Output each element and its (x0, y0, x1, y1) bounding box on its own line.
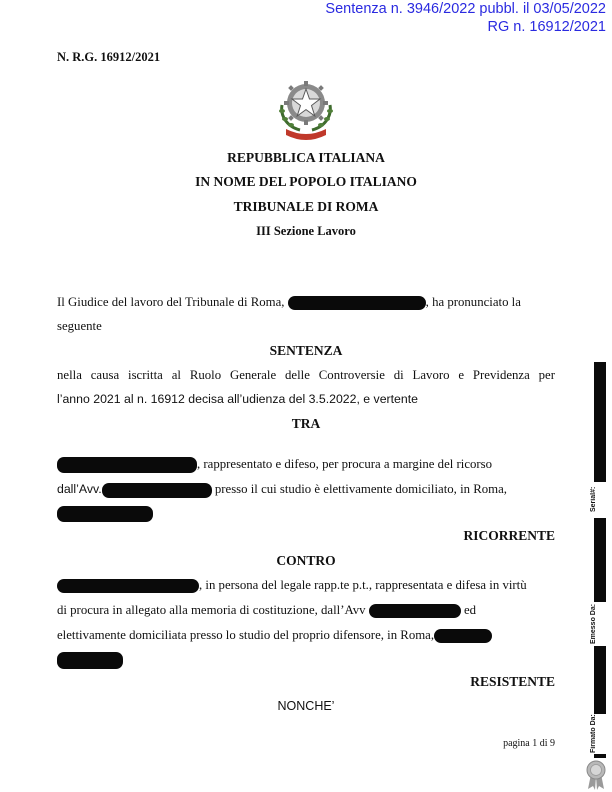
ricorrente-role: RICORRENTE (463, 528, 555, 543)
sentenza-title: SENTENZA (269, 343, 343, 358)
resistente-line-4 (57, 651, 555, 669)
signer-label: Firmato Da: (590, 714, 597, 754)
page-number: pagina 1 di 9 (503, 738, 555, 749)
redaction-mark (434, 629, 492, 643)
nonche-label: NONCHE’ (277, 699, 335, 713)
heading-republic: REPUBBLICA ITALIANA (227, 150, 385, 165)
resistente-text-3: elettivamente domiciliata presso lo studio del proprio difensore, in Roma, (57, 628, 435, 642)
causa-line-1: nella causa iscritta al Ruolo Generale delle Controversie di Lavoro e Previdenza per (57, 368, 555, 382)
ricorrente-line-3 (57, 505, 555, 522)
issuer-label: Emesso Da: (590, 603, 597, 645)
redaction-mark (57, 457, 197, 473)
signature-strip-segment (594, 518, 606, 602)
redaction-mark (369, 604, 461, 618)
heading-people: IN NOME DEL POPOLO ITALIANO (195, 174, 417, 189)
digital-signature-seal-icon (584, 760, 608, 790)
intro-line (57, 294, 555, 310)
redaction-mark (288, 296, 426, 310)
heading-tribunal: TRIBUNALE DI ROMA (233, 199, 379, 214)
ricorrente-lawyer-prefix: dall’Avv. (57, 482, 102, 496)
redaction-mark (57, 506, 153, 522)
ricorrente-text-1: , rappresentato e difeso, per procura a margine del ricorso (197, 457, 493, 471)
italian-republic-emblem-icon (276, 75, 336, 141)
signature-strip-segment (594, 646, 606, 714)
ricorrente-line-2 (57, 481, 555, 498)
tra-title: TRA (291, 416, 321, 431)
redaction-mark (102, 483, 212, 498)
resistente-text-2: di procura in allegato alla memoria di costituzione, dall’Avv (57, 603, 366, 617)
resistente-line-2 (57, 602, 555, 618)
redaction-mark (57, 579, 199, 593)
resistente-line-3 (57, 627, 555, 643)
registry-number-stamp-line: RG n. 16912/2021 (487, 19, 606, 35)
case-number: N. R.G. 16912/2021 (57, 50, 161, 64)
resistente-text-1: , in persona del legale rapp.te p.t., rappresentata e difesa in virtù (199, 578, 527, 592)
causa-line-2: l’anno 2021 al n. 16912 decisa all’udienza del 3.5.2022, e vertente (57, 392, 418, 406)
heading-section: III Sezione Lavoro (256, 224, 356, 238)
signature-strip-segment (594, 754, 606, 758)
serial-label: Serial#: (590, 486, 597, 512)
resistente-line-1 (57, 577, 555, 593)
resistente-text-2-end: ed (463, 603, 477, 617)
publication-stamp-line: Sentenza n. 3946/2022 pubbl. il 03/05/2022 (325, 1, 606, 17)
signature-strip-segment (594, 362, 606, 482)
publication-stamp (325, 0, 606, 36)
contro-title: CONTRO (276, 553, 336, 568)
ricorrente-text-2: presso il cui studio è elettivamente domiciliato, in Roma, (214, 482, 507, 496)
redaction-mark (57, 652, 123, 669)
ricorrente-line-1 (57, 456, 555, 473)
intro-line-2: seguente (57, 319, 102, 333)
intro-text-start: Il Giudice del lavoro del Tribunale di Roma, (57, 295, 285, 309)
intro-text-end: , ha pronunciato la (425, 295, 521, 309)
resistente-role: RESISTENTE (470, 674, 555, 689)
